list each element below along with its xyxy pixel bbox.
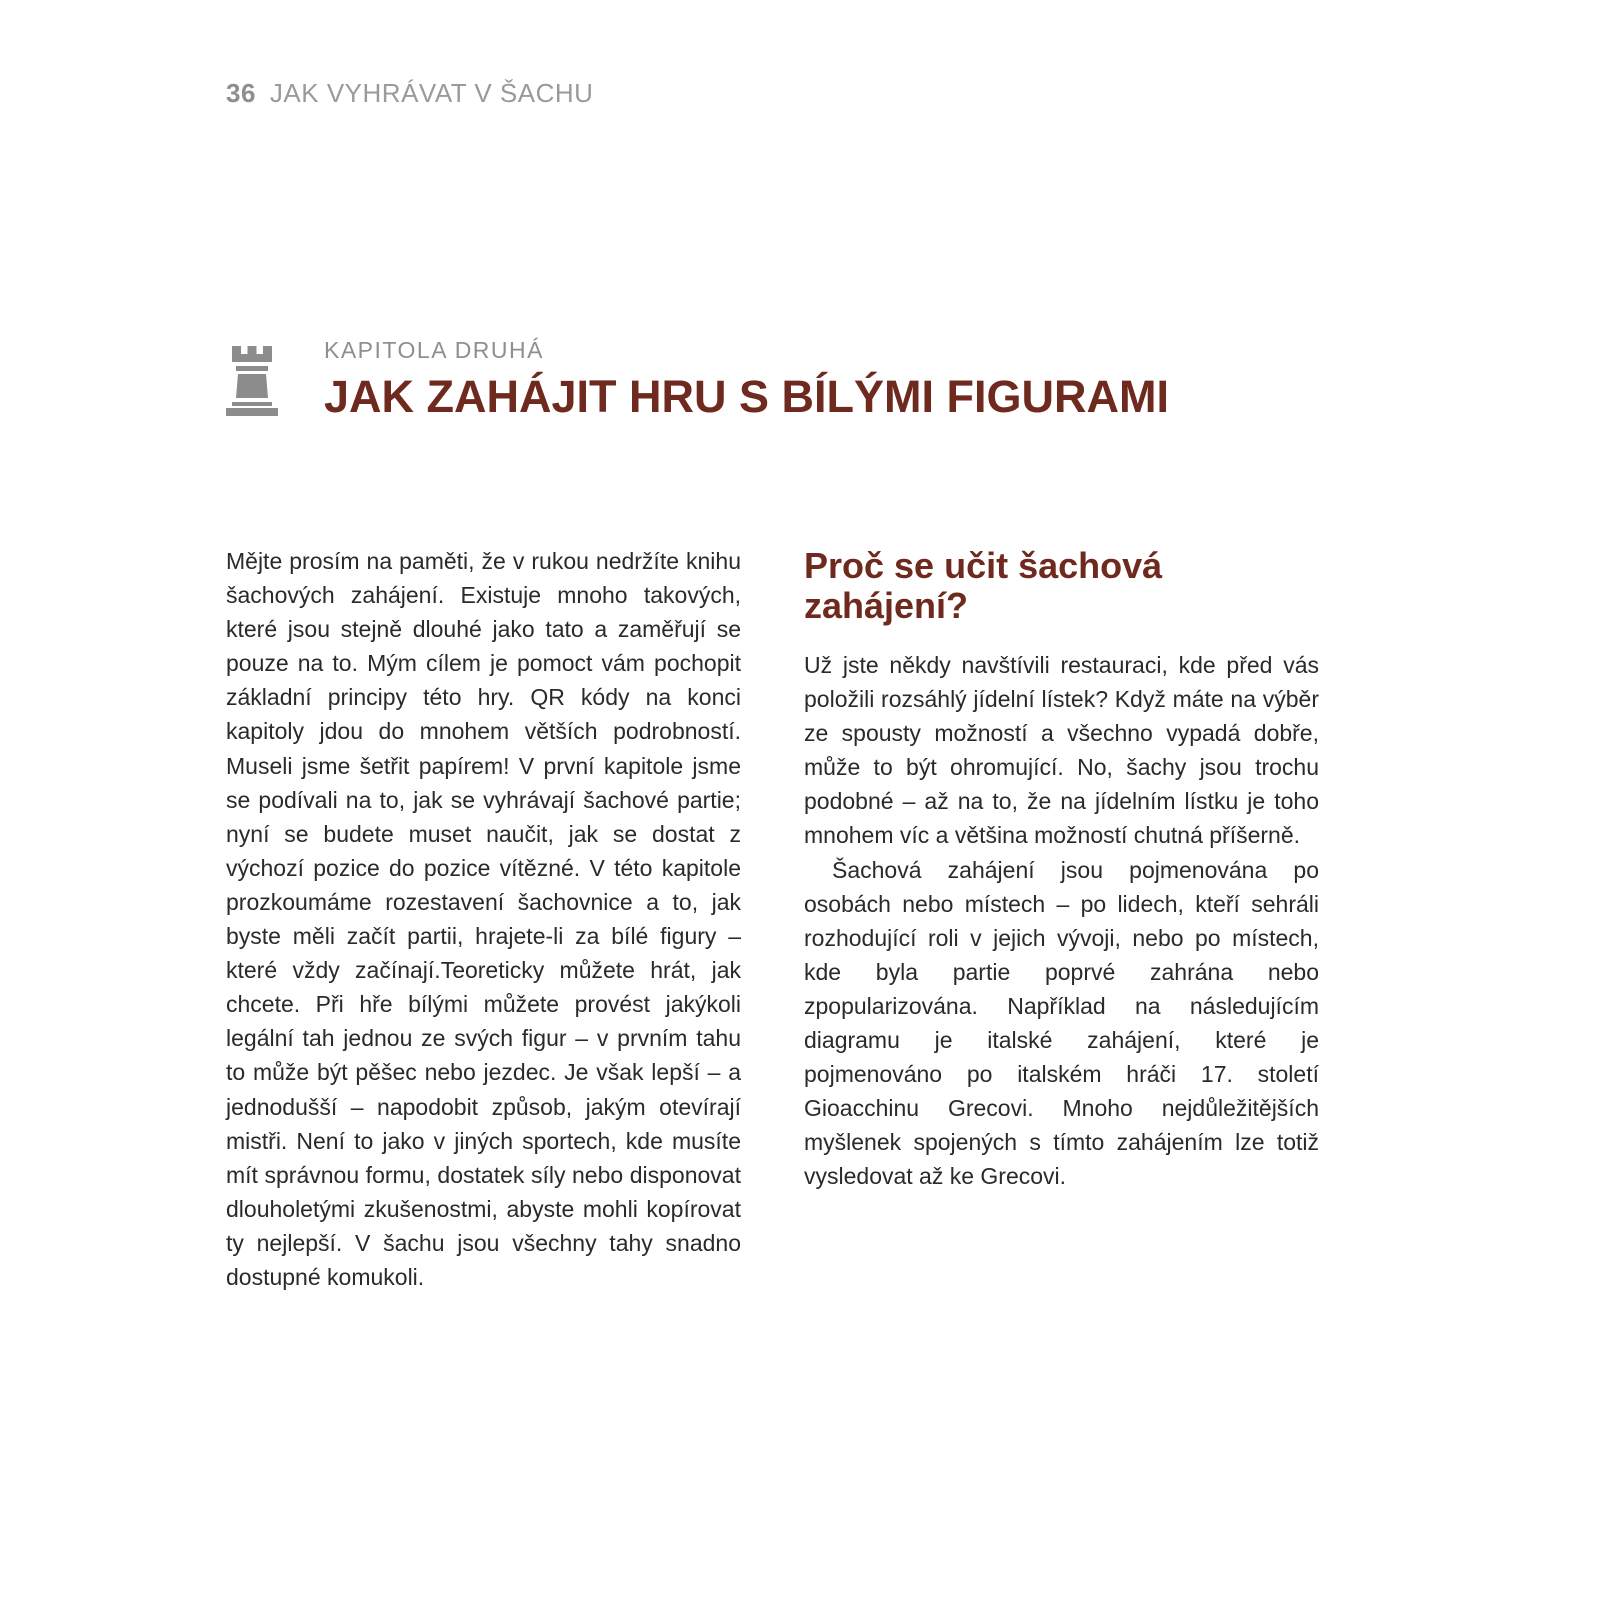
book-title: JAK VYHRÁVAT V ŠACHU: [269, 78, 594, 108]
section-heading: Proč se učit šachová zahájení?: [804, 545, 1163, 626]
chapter-label: KAPITOLA DRUHÁ: [324, 337, 544, 363]
rook-icon: [226, 346, 278, 416]
chapter-title: JAK ZAHÁJIT HRU S BÍLÝMI FIGURAMI: [324, 371, 1170, 422]
page-number: 36: [226, 78, 256, 108]
body-paragraph: Už jste někdy navštívili restauraci, kde před vás položili rozsáhlý jídelní lístek? Když máte na výběr ze spousty možností a všechno vypadá dobře, může to být ohromující. No, šachy jsou trochu podobné – až na to, že na jídelním lístku je toho mnohem víc a většina možností chutná příšerně.: [804, 652, 1319, 849]
right-column: [804, 546, 1319, 1194]
body-paragraph: Mějte prosím na paměti, že v rukou nedržíte knihu šachových zahájení. Existuje mnoho takových, které jsou stejně dlouhé jako tato a zaměřují se pouze na to. Mým cílem je pomoct vám pochopit základní principy této hry. QR kódy na konci kapitoly jdou do mnohem větších podrobností. Museli jsme šetřit papírem! V první kapitole jsme se podívali na to, jak se vyhrávají šachové partie; nyní se budete muset naučit, jak se dostat z výchozí pozice do pozice vítězné. V této kapitole prozkoumáme rozestavení šachovnice a to, jak byste měli začít partii, hrajete-li za bílé figury – které vždy začínají.Teoreticky můžete hrát, jak chcete. Při hře bílými můžete provést jakýkoli legální tah jednou ze svých figur – v prvním tahu to může být pěšec nebo jezdec. Je však lepší – a jednodušší – napodobit způsob, jakým otevírají mistři. Není to jako v jiných sportech, kde musíte mít správnou formu, dostatek síly nebo disponovat dlouholetými zkušenostmi, abyste mohli kopírovat ty nejlepší. V šachu jsou všechny tahy snadno dostupné komukoli.: [226, 548, 741, 1290]
left-column: [226, 544, 741, 1294]
body-paragraph: Šachová zahájení jsou pojmenována po osobách nebo místech – po lidech, kteří sehráli rozhodující roli v jejich vývoji, nebo po místech, kde byla partie poprvé zahrána nebo zpopularizována. Například na následujícím diagramu je italské zahájení, které je pojmenováno po italském hráči 17. století Gioacchinu Grecovi. Mnoho nejdůležitějších myšlenek spojených s tímto zahájením lze totiž vysledovat až ke Grecovi.: [804, 856, 1319, 1190]
running-header: [226, 78, 593, 109]
